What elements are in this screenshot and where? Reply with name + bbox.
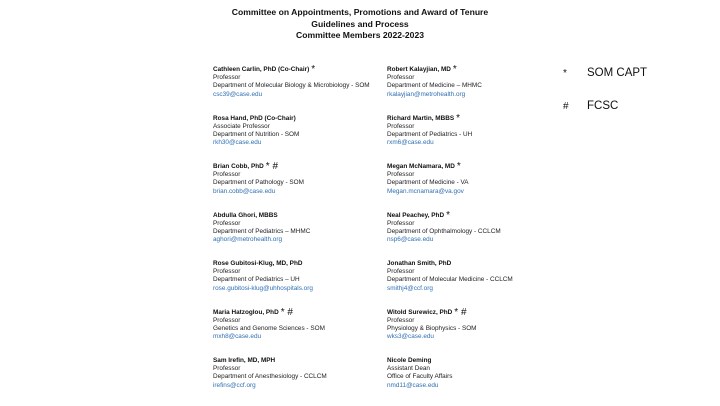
member-entry: [387, 112, 557, 164]
member-name-line: [213, 357, 383, 365]
member-entry: [213, 163, 383, 212]
member-entry: [213, 212, 383, 261]
member-department: Physiology & Biophysics - SOM: [387, 324, 477, 332]
header-subtitle: Guidelines and Process: [311, 18, 409, 29]
member-entry: [213, 306, 383, 358]
member-department: Department of Pediatrics - UH: [387, 130, 473, 138]
member-department: Department of Pediatrics – MHMC: [213, 227, 311, 235]
member-department: Office of Faculty Affairs: [387, 373, 453, 381]
member-title: Professor: [387, 122, 415, 130]
member-email[interactable]: wks3@case.edu: [387, 333, 434, 341]
member-department: Department of Medicine - VA: [387, 179, 469, 187]
member-department: Department of Medicine – MHMC: [387, 82, 482, 90]
member-name: Sam Irefin, MD, MPH: [213, 357, 276, 364]
member-entry: [387, 357, 557, 406]
member-title: Professor: [213, 365, 241, 373]
member-email[interactable]: nsp6@case.edu: [387, 236, 434, 244]
member-department: Department of Pediatrics – UH: [213, 276, 300, 284]
member-name-line: [387, 306, 557, 318]
member-department: Department of Nutrition - SOM: [213, 130, 300, 138]
member-name-line: [213, 115, 383, 123]
legend-item-fcsc: [563, 100, 618, 112]
member-name: Megan McNamara, MD: [387, 163, 455, 170]
member-email[interactable]: nmd11@case.edu: [387, 381, 439, 389]
document-header: [0, 7, 720, 42]
member-name-line: [213, 260, 383, 268]
member-email[interactable]: rxm6@case.edu: [387, 139, 434, 147]
member-title: Professor: [387, 268, 415, 276]
member-email[interactable]: aghori@metrohealth.org: [213, 236, 283, 244]
legend-item-som-capt: [563, 67, 647, 79]
member-entry: [387, 260, 557, 309]
member-entry: [387, 306, 557, 358]
member-entry: [213, 115, 383, 164]
member-title: Professor: [387, 316, 415, 324]
member-name: Rose Gubitosi-Klug, MD, PhD: [213, 260, 303, 267]
member-name: Rosa Hand, PhD (Co-Chair): [213, 114, 296, 122]
member-name-line: [213, 163, 383, 171]
member-name: Richard Martin, MBBS: [387, 114, 455, 122]
member-email[interactable]: rkalayjian@metrohealth.org: [387, 90, 466, 98]
member-committee-marks: *: [456, 161, 461, 172]
member-email[interactable]: Megan.mcnamara@va.gov: [387, 187, 464, 195]
member-email[interactable]: rkh30@case.edu: [213, 139, 262, 147]
member-title: Professor: [213, 219, 241, 227]
member-name: Cathleen Carlin, PhD (Co-Chair): [213, 66, 310, 73]
header-committee-year: Committee Members 2022-2023: [295, 30, 424, 40]
member-name: Robert Kalayjian, MD: [387, 66, 451, 73]
member-committee-marks: *: [311, 64, 316, 75]
member-title: Professor: [213, 316, 241, 324]
member-email[interactable]: csc39@case.edu: [213, 90, 263, 98]
member-name-line: [213, 66, 383, 74]
member-department: Department of Anesthesiology - CCLCM: [213, 373, 327, 381]
member-name-line: [387, 357, 557, 365]
member-name-line: [387, 260, 557, 268]
member-entry: [387, 209, 557, 261]
member-committee-marks: *: [452, 64, 457, 75]
member-department: Department of Ophthalmology - CCLCM: [387, 227, 501, 235]
member-entry: [213, 357, 383, 406]
member-name-line: [387, 163, 557, 171]
member-title: Professor: [387, 219, 415, 227]
member-title: Assistant Dean: [387, 365, 430, 373]
member-entry: [387, 163, 557, 212]
member-name-line: [213, 306, 383, 318]
member-entry: [213, 66, 383, 115]
member-name: Witold Surewicz, PhD: [387, 308, 453, 316]
legend-label: SOM CAPT: [587, 67, 648, 79]
member-committee-marks: *: [456, 112, 461, 124]
member-name: Abdulla Ghori, MBBS: [213, 211, 278, 219]
right-member-column: [387, 66, 557, 406]
member-entry: [387, 66, 557, 115]
member-name-line: [387, 112, 557, 124]
member-name: Brian Cobb, PhD: [213, 163, 264, 170]
left-member-column: [213, 66, 383, 406]
member-department: Department of Molecular Medicine - CCLCM: [387, 276, 513, 284]
member-title: Professor: [213, 74, 241, 82]
member-name: Maria Hatzoglou, PhD: [213, 308, 279, 316]
member-email[interactable]: mxh8@case.edu: [213, 333, 262, 341]
member-committee-marks: * #: [454, 306, 467, 318]
member-department: Department of Pathology - SOM: [213, 179, 304, 187]
legend-symbol: #: [563, 101, 569, 112]
member-committee-marks: * #: [265, 161, 279, 172]
member-title: Professor: [387, 171, 415, 179]
member-committee-marks: * #: [280, 306, 293, 318]
member-name-line: [213, 212, 383, 220]
member-email[interactable]: irefins@ccf.org: [213, 381, 256, 389]
member-name: Nicole Deming: [387, 357, 432, 364]
legend-symbol: *: [563, 68, 567, 79]
header-title: Committee on Appointments, Promotions and Award of Tenure: [231, 7, 489, 17]
member-email[interactable]: brian.cobb@case.edu: [213, 187, 276, 195]
legend-label: FCSC: [587, 100, 619, 112]
member-title: Professor: [213, 171, 241, 179]
member-committee-marks: *: [446, 209, 450, 221]
member-title: Professor: [387, 74, 415, 82]
member-name: Neal Peachey, PhD: [387, 211, 445, 219]
member-title: Professor: [213, 268, 241, 276]
member-email[interactable]: smithj4@ccf.org: [387, 284, 433, 292]
member-title: Associate Professor: [213, 122, 270, 130]
member-email[interactable]: rose.gubitosi-klug@uhhospitals.org: [213, 284, 313, 292]
member-entry: [213, 260, 383, 309]
member-department: Genetics and Genome Sciences - SOM: [213, 324, 325, 332]
member-name-line: [387, 66, 557, 74]
member-name-line: [387, 209, 557, 221]
member-name: Jonathan Smith, PhD: [387, 260, 452, 267]
member-department: Department of Molecular Biology & Microbiology - SOM: [213, 82, 370, 90]
